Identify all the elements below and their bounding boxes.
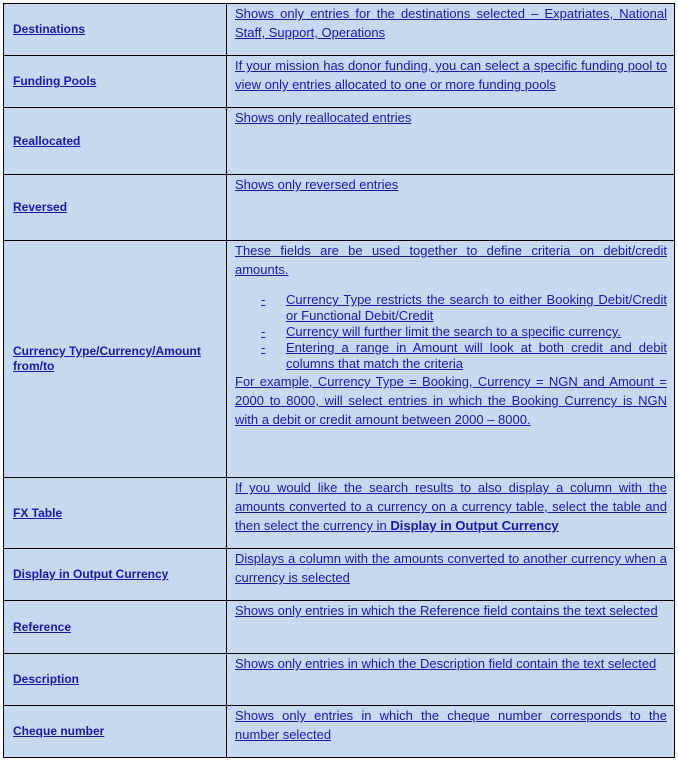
description-text: If you would like the search results to also display a column with the amounts converted to a currency on a currency table, select the table and then select the currency in (235, 480, 667, 533)
description-text: Shows only entries in which the Description field contain the text selected (235, 656, 657, 671)
bullet-list (235, 292, 667, 372)
table-row (4, 241, 675, 478)
description-cell (227, 601, 675, 654)
table-row (4, 108, 675, 175)
table-row (4, 654, 675, 706)
term-cell (4, 56, 227, 108)
term-cell (4, 4, 227, 56)
description-example: For example, Currency Type = Booking, Currency = NGN and Amount = 2000 to 8000, will select entries in which the Booking Currency is NGN with a debit or credit amount between 2000 – 8000. (235, 374, 667, 427)
description-text: If your mission has donor funding, you can select a specific funding pool to view only entries allocated to one or more funding pools (235, 58, 667, 92)
term-cell (4, 175, 227, 241)
term-cell (4, 601, 227, 654)
description-cell (227, 706, 675, 758)
term-cell (4, 478, 227, 549)
description-text: Shows only reallocated entries (235, 110, 412, 125)
description-cell (227, 4, 675, 56)
table-row (4, 549, 675, 601)
term-link[interactable]: Destinations (13, 22, 86, 36)
description-cell (227, 549, 675, 601)
description-cell (227, 241, 675, 478)
list-item: - Entering a range in Amount will look at both credit and debit columns that match the criteria (261, 340, 667, 371)
term-link[interactable]: Reversed (13, 200, 68, 214)
bullet-marker: - (261, 340, 266, 355)
term-cell (4, 241, 227, 478)
description-text: Shows only reversed entries (235, 177, 399, 192)
table-row (4, 4, 675, 56)
description-text: Shows only entries in which the Reference field contains the text selected (235, 603, 658, 618)
list-item: - Currency Type restricts the search to either Booking Debit/Credit or Functional Debit/Credit (261, 292, 667, 323)
bullet-marker: - (261, 292, 266, 307)
description-intro: These fields are be used together to define criteria on debit/credit amounts. (235, 243, 667, 277)
table-row (4, 175, 675, 241)
term-cell (4, 706, 227, 758)
term-link[interactable]: FX Table (13, 505, 63, 520)
term-link[interactable]: Funding Pools (13, 74, 97, 88)
term-link[interactable]: Currency Type/Currency/Amount from/to (13, 344, 201, 373)
table-row (4, 56, 675, 108)
term-cell (4, 549, 227, 601)
description-text: Shows only entries in which the cheque number corresponds to the number selected (235, 708, 667, 742)
term-link[interactable]: Cheque number (13, 724, 105, 738)
description-cell (227, 654, 675, 706)
term-cell (4, 108, 227, 175)
description-cell (227, 108, 675, 175)
list-item: - Currency will further limit the search to a specific currency. (261, 324, 621, 339)
description-cell (227, 56, 675, 108)
table-row (4, 601, 675, 654)
criteria-table (3, 3, 675, 758)
term-link[interactable]: Display in Output Currency (13, 567, 169, 581)
description-cell (227, 478, 675, 549)
description-bold-link: Display in Output Currency (390, 518, 559, 533)
term-cell (4, 654, 227, 706)
term-link[interactable]: Reallocated (13, 133, 81, 148)
bullet-marker: - (261, 324, 266, 339)
table-row (4, 706, 675, 758)
table-row (4, 478, 675, 549)
term-link[interactable]: Reference (13, 619, 72, 634)
description-text: Displays a column with the amounts converted to another currency when a currency is selected (235, 551, 667, 585)
description-text: Shows only entries for the destinations selected – Expatriates, National Staff, Support, Operations (235, 6, 667, 40)
description-cell (227, 175, 675, 241)
term-link[interactable]: Description (13, 672, 80, 686)
